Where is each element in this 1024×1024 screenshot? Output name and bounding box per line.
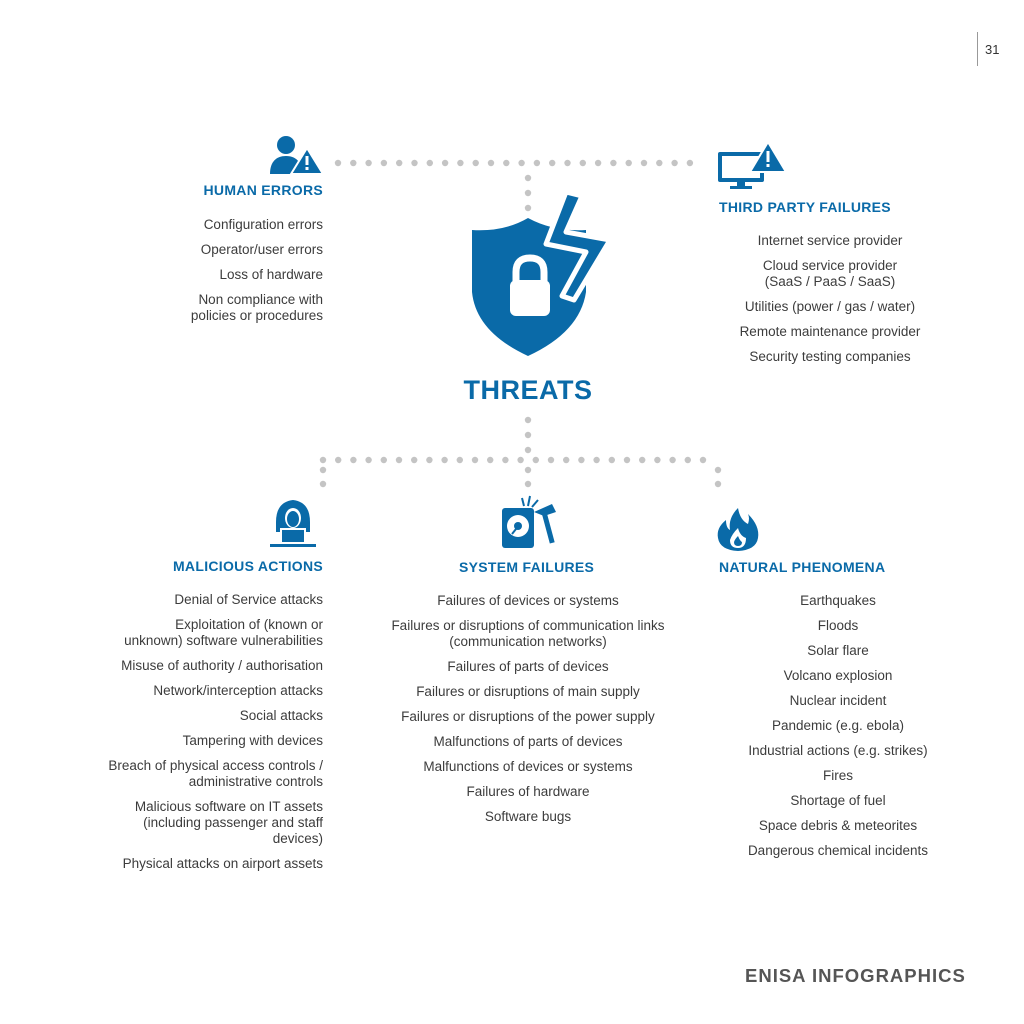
connector-dot: [350, 457, 356, 463]
third-party-title: THIRD PARTY FAILURES: [719, 199, 891, 215]
human-errors-list: [63, 217, 323, 333]
list-item: Security testing companies: [749, 349, 911, 364]
connector-dot: [525, 467, 531, 473]
broken-disk-hammer-icon: [498, 494, 560, 550]
connector-dot: [656, 160, 662, 166]
list-item: Internet service provider: [757, 233, 903, 248]
list-item: Nuclear incident: [789, 693, 887, 708]
connector-dot: [533, 457, 539, 463]
connector-dot: [669, 457, 675, 463]
list-item: Operator/user errors: [200, 242, 323, 257]
connector-dot: [525, 481, 531, 487]
connector-dot: [335, 457, 341, 463]
malicious-actions-title: MALICIOUS ACTIONS: [172, 558, 323, 574]
list-item: Cloud service provider (SaaS / PaaS / SaaS): [762, 258, 898, 289]
connector-dot: [687, 160, 693, 166]
threats-label: THREATS: [463, 375, 593, 405]
connector-dot: [365, 457, 371, 463]
connector-dot: [381, 160, 387, 166]
list-item: Exploitation of (known or unknown) software vulnerabilities: [124, 617, 323, 648]
connector-dot: [624, 457, 630, 463]
list-item: Loss of hardware: [219, 267, 323, 282]
list-item: Solar flare: [807, 643, 869, 658]
connector-dot: [610, 160, 616, 166]
list-item: Fires: [823, 768, 853, 783]
connector-dot: [715, 481, 721, 487]
list-item: Industrial actions (e.g. strikes): [748, 743, 928, 758]
connector-dot: [626, 160, 632, 166]
list-item: Misuse of authority / authorisation: [121, 658, 323, 673]
list-item: Failures or disruptions of main supply: [416, 684, 640, 699]
connector-dot: [549, 160, 555, 166]
list-item: Shortage of fuel: [790, 793, 886, 808]
list-item: Failures of parts of devices: [447, 659, 609, 674]
list-item: Failures of devices or systems: [437, 593, 619, 608]
connector-dot: [350, 160, 356, 166]
list-item: Failures or disruptions of the power supply: [401, 709, 655, 724]
connector-dot: [426, 457, 432, 463]
list-item: Dangerous chemical incidents: [747, 843, 929, 858]
list-item: Earthquakes: [800, 593, 876, 608]
list-item: Space debris & meteorites: [758, 818, 918, 833]
connector-dot: [457, 457, 463, 463]
connector-dot: [595, 160, 601, 166]
connector-dot: [525, 417, 531, 423]
list-item: Floods: [817, 618, 859, 633]
connector-dot: [517, 457, 523, 463]
connector-dot: [525, 432, 531, 438]
connector-dot: [441, 457, 447, 463]
connector-dot: [320, 457, 326, 463]
connector-dot: [473, 160, 479, 166]
connector-dot: [518, 160, 524, 166]
connector-dot: [457, 160, 463, 166]
connector-dot: [442, 160, 448, 166]
connector-dot: [534, 160, 540, 166]
malicious-actions-list: [43, 592, 323, 881]
connector-dot: [685, 457, 691, 463]
footer-label: ENISA INFOGRAPHICS: [745, 965, 966, 986]
connector-dot: [715, 467, 721, 473]
list-item: Remote maintenance provider: [739, 324, 921, 339]
connector-dot: [396, 160, 402, 166]
system-failures-list: [378, 593, 678, 834]
natural-phenomena-title: NATURAL PHENOMENA: [719, 559, 886, 575]
list-item: Malfunctions of parts of devices: [433, 734, 623, 749]
connector-dot: [564, 160, 570, 166]
connector-dot: [335, 160, 341, 166]
connector-dot: [320, 481, 326, 487]
system-failures-title: SYSTEM FAILURES: [459, 559, 595, 575]
list-item: Failures of hardware: [466, 784, 590, 799]
connector-dot: [563, 457, 569, 463]
connector-dot: [593, 457, 599, 463]
connector-dot: [365, 160, 371, 166]
connector-dot: [381, 457, 387, 463]
human-errors-title: HUMAN ERRORS: [203, 182, 323, 198]
connector-dot: [427, 160, 433, 166]
list-item: Utilities (power / gas / water): [744, 299, 916, 314]
list-item: Non compliance with policies or procedures: [190, 292, 323, 323]
connector-dot: [320, 467, 326, 473]
connector-dot: [580, 160, 586, 166]
natural-phenomena-list: [718, 593, 958, 868]
list-item: Social attacks: [239, 708, 323, 723]
connector-dot: [525, 175, 531, 181]
page-number: 31: [985, 42, 1000, 57]
connector-dot: [411, 160, 417, 166]
connector-dot: [639, 457, 645, 463]
list-item: Network/interception attacks: [153, 683, 323, 698]
connector-dot: [502, 457, 508, 463]
connector-dot: [525, 447, 531, 453]
connector-dot: [654, 457, 660, 463]
connector-dot: [700, 457, 706, 463]
list-item: Tampering with devices: [182, 733, 323, 748]
list-item: Malfunctions of devices or systems: [423, 759, 633, 774]
connector-dot: [548, 457, 554, 463]
connector-dot: [487, 457, 493, 463]
list-item: Software bugs: [484, 809, 572, 824]
list-item: Pandemic (e.g. ebola): [771, 718, 905, 733]
list-item: Failures or disruptions of communication links (communication networks): [391, 618, 665, 649]
third-party-list: [700, 233, 960, 374]
connector-dot: [641, 160, 647, 166]
list-item: Denial of Service attacks: [174, 592, 323, 607]
connector-dot: [411, 457, 417, 463]
list-item: Physical attacks on airport assets: [122, 856, 323, 871]
connector-dot: [488, 160, 494, 166]
list-item: Configuration errors: [203, 217, 323, 232]
monitor-warning-icon: [716, 140, 788, 190]
list-item: Breach of physical access controls / administrative controls: [108, 758, 323, 789]
connector-dot: [503, 160, 509, 166]
connector-dot: [396, 457, 402, 463]
connector-dot: [472, 457, 478, 463]
connector-dot: [609, 457, 615, 463]
connector-dot: [671, 160, 677, 166]
connector-dot: [578, 457, 584, 463]
flame-icon: [716, 506, 760, 552]
hooded-hacker-icon: [268, 498, 318, 548]
list-item: Volcano explosion: [783, 668, 893, 683]
person-warning-icon: [268, 134, 324, 176]
list-item: Malicious software on IT assets (including passenger and staff devices): [134, 799, 323, 846]
shield-lock-lightning-icon: [462, 188, 618, 360]
